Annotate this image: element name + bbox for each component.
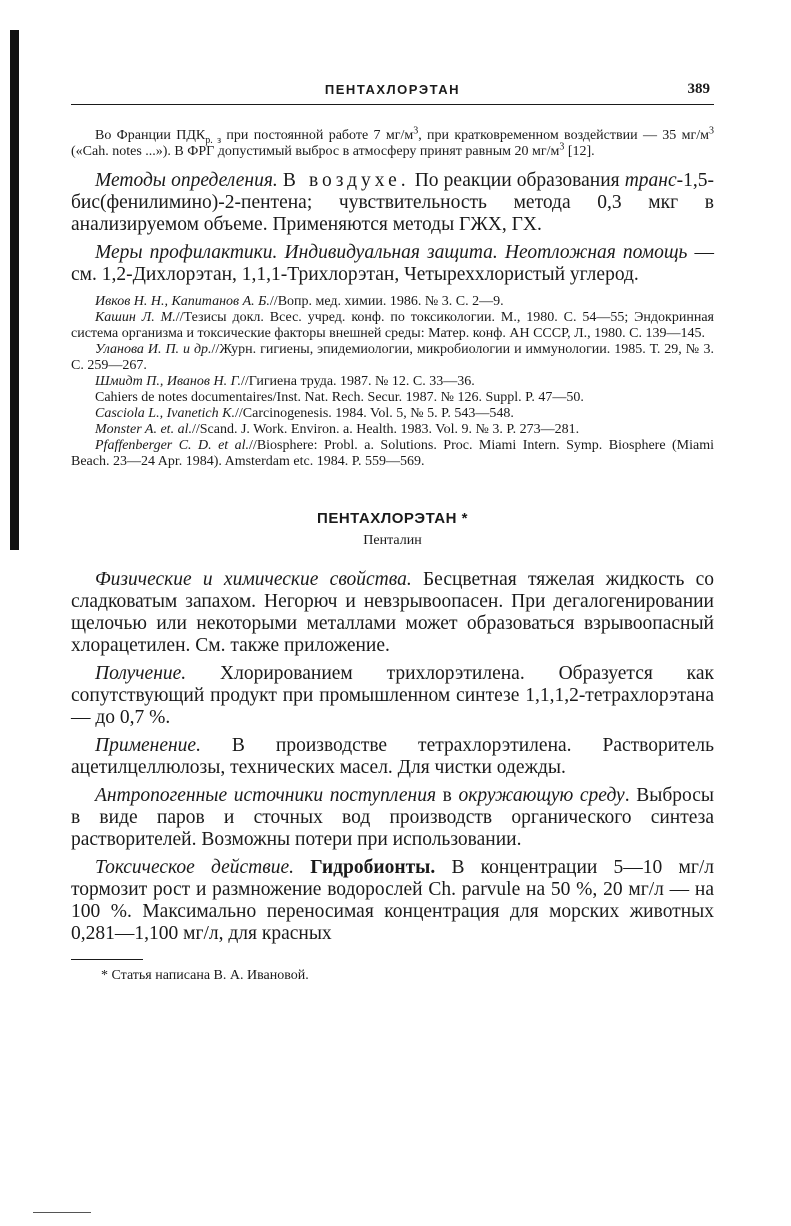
reference-item: Pfaffenberger C. D. et al.//Biosphere: Probl. a. Solutions. Proc. Miami Intern. Symp. Biosphere (Miami Beach. 23—24 Apr. 1984). Amsterdam etc. 1984. P. 559—569. (71, 438, 714, 469)
properties-paragraph: Физические и химические свойства. Бесцветная тяжелая жидкость со сладковатым запахом. Негорюч и невзрывоопасен. При дегалогенировании щелочью или некоторыми металлами может образоваться взрывоопасный хлорацетилен. См. также приложение. (71, 569, 714, 656)
toxic-paragraph: Токсическое действие. Гидробионты. В концентрации 5—10 мг/л тормозит рост и размножение водорослей Ch. parvule на 50 %, 20 мг/л — на 100 %. Максимально переносимая концентрация для морских животных 0,281—1,100 мг/л, для красных (71, 857, 714, 944)
prevention-paragraph: Меры профилактики. Индивидуальная защита. Неотложная помощь — см. 1,2-Дихлорэтан, 1,1,1-Трихлорэтан, Четыреххлористый углерод. (71, 242, 714, 285)
footnote-divider (71, 959, 143, 960)
methods-heading: Методы определения. (95, 170, 278, 191)
prevention-heading: Меры профилактики. Индивидуальная защита. Неотложная помощь (95, 242, 688, 263)
reference-item: Monster A. et. al.//Scand. J. Work. Environ. a. Health. 1983. Vol. 9. № 3. P. 273—281. (95, 422, 580, 437)
page-number: 389 (687, 81, 710, 97)
article-title: ПЕНТАХЛОРЭТАН * (317, 510, 468, 527)
page-bottom-mark (33, 1212, 91, 1213)
methods-paragraph: Методы определения. В воздухе. По реакции образования транс-1,5-бис(фенилимино)-2-пентена; чувствительность метода 0,3 мкг в анализируемом объеме. Применяются методы ГЖХ, ГХ. (71, 170, 714, 235)
running-title: ПЕНТАХЛОРЭТАН (324, 82, 461, 97)
application-paragraph: Применение. В производстве тетрахлорэтилена. Растворитель ацетилцеллюлозы, технических масел. Для чистки одежды. (71, 735, 714, 778)
footnote: * Статья написана В. А. Ивановой. (101, 968, 309, 983)
reference-item: Шмидт П., Иванов Н. Г.//Гигиена труда. 1987. № 12. С. 33—36. (95, 374, 475, 389)
page-edge-shadow (10, 30, 19, 550)
reference-item: Ивков Н. Н., Капитанов А. Б.//Вопр. мед. химии. 1986. № 3. С. 2—9. (95, 294, 504, 309)
page (71, 78, 714, 984)
reference-item: Cahiers de notes documentaires/Inst. Nat. Rech. Secur. 1987. № 126. Suppl. P. 47—50. (95, 390, 584, 405)
reference-list (71, 294, 714, 470)
reference-item: Уланова И. П. и др.//Журн. гигиены, эпидемиологии, микробиологии и иммунологии. 1985. Т. 29, № 3. С. 259—267. (71, 342, 714, 373)
reference-item: Кашин Л. М.//Тезисы докл. Всес. учред. конф. по токсикологии. М., 1980. С. 54—55; Эндокринная система организма и токсические факторы внешней среды: Матер. конф. АН СССР, Л., 1980. С. 139—145. (71, 310, 714, 341)
sources-paragraph: Антропогенные источники поступления в окружающую среду. Выбросы в виде паров и сточных вод производств органического синтеза растворителей. Возможны потери при использовании. (71, 785, 714, 850)
running-header (71, 78, 714, 105)
production-paragraph: Получение. Хлорированием трихлорэтилена. Образуется как сопутствующий продукт при промышленном синтезе 1,1,1,2-тетрахлорэтана — до 0,7 %. (71, 663, 714, 728)
intro-paragraph: Во Франции $ПДК_{р. з}$ при постоянной работе 7 $мг/м^3$, при кратковременном воздействии — 35 $мг/м^3$ («Cah. notes ...»). В ФРГ допустимый выброс в атмосферу принят равным 20 $мг/м^3$ [12]. (71, 125, 714, 159)
article-synonym: Пенталин (363, 533, 422, 548)
reference-item: Casciola L., Ivanetich K.//Carcinogenesis. 1984. Vol. 5, № 5. P. 543—548. (95, 406, 514, 421)
article-body (71, 569, 714, 945)
